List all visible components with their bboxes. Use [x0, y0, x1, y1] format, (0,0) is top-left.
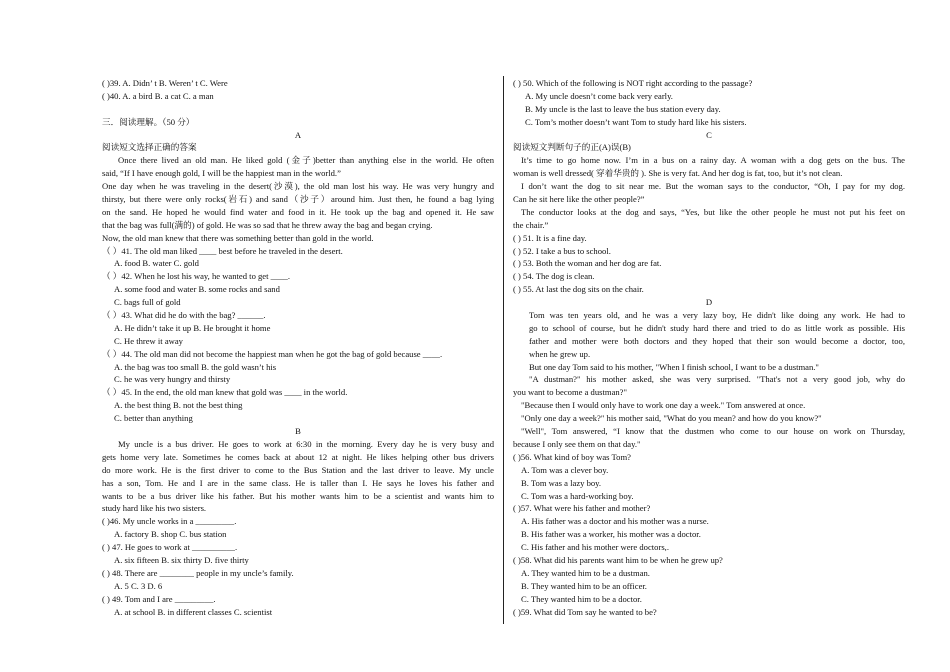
line-q56a: A. Tom was a clever boy. [521, 464, 609, 475]
line-pb1: My uncle is a bus driver. He goes to work at 6:30 in the morning. Every day he is very busy and [118, 438, 494, 449]
line-q58: ( )58. What did his parents want him to be when he grew up? [513, 554, 723, 565]
line-pd7: you want to become a dustman?" [513, 387, 628, 398]
line-q46: ( )46. My uncle works in a _________. [102, 516, 237, 527]
line-q42: （ ）42. When he lost his way, he wanted to get ____. [102, 271, 290, 282]
line-pa3: One day when he was traveling in the desert(沙漠), the old man lost his way. He was very hungry and [102, 181, 494, 192]
line-pc2: woman is well dressed( 穿着华贵的 ). She is very fat. And her dog is fat, too, but it’s not clean. [513, 168, 843, 179]
line-q44: （ ）44. The old man did not become the happiest man when he got the bag of gold because ____. [102, 348, 443, 359]
line-q43: （ ）43. What did he do with the bag? ______. [102, 310, 266, 321]
line-pa6: that the bag was full(满的) of gold. He was so sad that he threw away the bag and began crying. [102, 219, 433, 230]
line-pb4: has a son, Tom. He and I are in the same class. He is taller than I. He says he loves his father and [102, 477, 494, 488]
line-q49o: A. at school B. in different classes C. scientist [114, 606, 273, 617]
line-q43a: A. He didn’t take it up B. He brought it home [114, 322, 271, 333]
line-instrC: 阅读短文判断句子的正(A)误(B) [513, 142, 631, 153]
line-q51: ( ) 51. It is a fine day. [513, 232, 587, 243]
line-q48: ( ) 48. There are ________ people in my uncle’s family. [102, 567, 294, 578]
line-q46o: A. factory B. shop C. bus station [114, 529, 227, 540]
line-pa7: Now, the old man knew that there was something better than gold in the world. [102, 232, 374, 243]
line-passD: D [705, 297, 713, 308]
line-pd9: "Only one day a week?" his mother said, "What do you mean? and how do you know?" [521, 413, 822, 424]
line-q50: ( ) 50. Which of the following is NOT right according to the passage? [513, 78, 753, 88]
line-pd11: because I only see them on that day." [513, 438, 641, 449]
line-q55: ( ) 55. At last the dog sits on the chair. [513, 284, 644, 295]
line-q45a: A. the best thing B. not the best thing [114, 400, 243, 411]
line-q50b: B. My uncle is the last to leave the bus station every day. [525, 103, 721, 114]
line-pc1: It’s time to go home now. I’m in a bus on a rainy day. A woman with a dog gets on the bus. The [521, 155, 905, 166]
line-q41o: A. food B. water C. gold [114, 258, 199, 269]
right-column [513, 77, 905, 618]
line-q56c: C. Tom was a hard-working boy. [521, 490, 634, 501]
line-pd4: when he grew up. [529, 348, 591, 359]
line-sec3: 三．阅读理解。（50 分） [102, 116, 195, 127]
line-pb2: gets home very late. Sometimes he comes back at about 12 at night. He likes helping other bus drivers [102, 451, 494, 462]
line-q39: ( )39. A. Didn’ t B. Weren’ t C. Were [102, 78, 228, 88]
line-q53: ( ) 53. Both the woman and her dog are fat. [513, 258, 662, 269]
line-pd5: But one day Tom said to his mother, "When I finish school, I want to be a dustman." [529, 361, 819, 372]
line-pc3: I don’t want the dog to sit near me. But the woman says to the conductor, “Oh, I pay for my dog. [521, 181, 905, 192]
line-q57: ( )57. What were his father and mother? [513, 503, 651, 514]
line-q45c: C. better than anything [114, 413, 193, 424]
line-q45: （ ）45. In the end, the old man knew that gold was ____ in the world. [102, 387, 348, 398]
line-pd2: go to school of course, but he didn't study hard there and tried to do as little work as possible. His [529, 322, 905, 333]
line-pb3: do more work. He is the first driver to come to the Bus Station and the last driver to leave. My uncle [102, 464, 494, 475]
line-q44c: C. he was very hungry and thirsty [114, 374, 231, 385]
line-q47o: A. six fifteen B. six thirty D. five thirty [114, 554, 249, 565]
line-pa2: said, “If I have enough gold, I will be the happiest man in the world.” [102, 168, 341, 179]
line-q59: ( )59. What did Tom say he wanted to be? [513, 606, 657, 617]
left-column [102, 77, 494, 618]
line-q57b: B. His father was a worker, his mother was a doctor. [521, 529, 701, 540]
line-pd10: "Well", Tom answered, “I know that the dustmen who come to our house on work on Thursday, [521, 426, 905, 437]
line-pa1: Once there lived an old man. He liked gold (金子)better than anything else in the world. He often [118, 155, 494, 166]
line-pa4: thirsty, but there were only rocks(岩石) and sand（沙子）around him. Just then, he found a bag lying [102, 194, 494, 205]
column-divider [503, 76, 504, 624]
line-passC: C [706, 129, 712, 140]
line-q58a: A. They wanted him to be a dustman. [521, 567, 650, 578]
line-q58c: C. They wanted him to be a doctor. [521, 593, 642, 604]
line-q56: ( )56. What kind of boy was Tom? [513, 451, 631, 462]
line-pb5: wants to be a bus driver like his father. But his mother wants him to be a scientist and wants him to [102, 490, 494, 501]
line-q54: ( ) 54. The dog is clean. [513, 271, 595, 282]
line-pb6: study hard like his two sisters. [102, 503, 207, 514]
line-passA: A [294, 129, 302, 140]
line-pc5: The conductor looks at the dog and says, “Yes, but like the other people he must not put his feet on [521, 206, 905, 217]
line-q44a: A. the bag was too small B. the gold wasn’t his [114, 361, 277, 372]
line-q42c: C. bags full of gold [114, 297, 181, 308]
line-pc4: Can he sit here like the other people?” [513, 194, 645, 205]
line-q58b: B. They wanted him to be an officer. [521, 580, 647, 591]
line-q41: （ ）41. The old man liked ____ best before he traveled in the desert. [102, 245, 343, 256]
line-q56b: B. Tom was a lazy boy. [521, 477, 602, 488]
line-pa5: on the sand. He hoped he would find water and food in it. He took up the bag and opened it. He saw [102, 206, 494, 217]
line-q48o: A. 5 C. 3 D. 6 [114, 580, 163, 591]
line-pd6: "A dustman?" his mother asked, she was very surprised. "That's not a very good job, why do [529, 374, 905, 385]
line-pd3: father and mother were both doctors and they hoped that their son would become a doctor, too, [529, 335, 905, 346]
line-q49: ( ) 49. Tom and I are _________. [102, 593, 216, 604]
line-instrA: 阅读短文选择正确的答案 [102, 142, 197, 153]
line-q43c: C. He threw it away [114, 335, 183, 346]
line-blank1 [102, 103, 494, 116]
line-q42a: A. some food and water B. some rocks and sand [114, 284, 280, 295]
line-pd1: Tom was ten years old, and he was a very lazy boy, He didn't like doing any work. He had to [529, 310, 905, 321]
line-passB: B [295, 426, 301, 437]
line-q57a: A. His father was a doctor and his mother was a nurse. [521, 516, 709, 527]
line-q40: ( )40. A. a bird B. a cat C. a man [102, 90, 214, 101]
line-q47: ( ) 47. He goes to work at __________. [102, 542, 238, 553]
line-q52: ( ) 52. I take a bus to school. [513, 245, 611, 256]
line-q57c: C. His father and his mother were doctors,. [521, 542, 669, 553]
line-q50a: A. My uncle doesn’t come back very early. [525, 90, 673, 101]
line-pc6: the chair.” [513, 219, 549, 230]
line-q50c: C. Tom’s mother doesn’t want Tom to study hard like his sisters. [525, 116, 747, 127]
line-pd8: "Because then I would only have to work one day a week." Tom answered at once. [521, 400, 806, 411]
